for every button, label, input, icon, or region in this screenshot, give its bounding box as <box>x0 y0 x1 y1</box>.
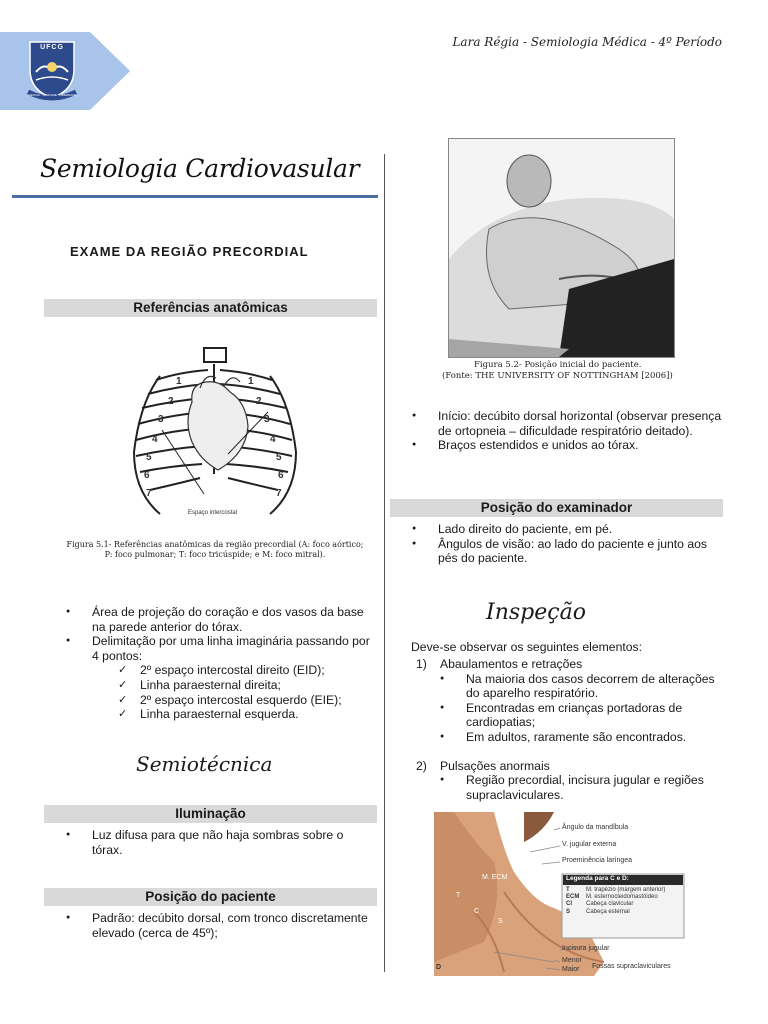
check-item: ✓ Linha paraesternal esquerda. <box>118 707 370 722</box>
intercostal-label: Espaço intercostal <box>188 510 238 516</box>
ufcg-logo <box>22 40 82 102</box>
sub-list <box>440 773 724 802</box>
rib-number: 1 <box>176 376 182 387</box>
figure1-caption: Figura 5.1- Referências anatômicas da região precordial (A: foco aórtico; P: foco pulmonar; T: foco tricúspide; e M: foco mitral). <box>66 540 364 559</box>
list-item: ● Região precordial, incisura jugular e regiões supraclaviculares. <box>440 773 724 802</box>
title-rule <box>12 195 378 198</box>
anatomy-bullets <box>66 605 370 722</box>
label-mecm: M. ECM <box>482 874 508 881</box>
label-t: T <box>456 892 461 899</box>
rib-number: 5 <box>146 452 152 463</box>
position-bullets <box>412 409 724 453</box>
logo-tab <box>0 32 130 110</box>
section-title: EXAME DA REGIÃO PRECORDIAL <box>70 244 309 259</box>
label-c: C <box>474 908 480 915</box>
list-item: ● Área de projeção do coração e dos vasos da base na parede anterior do tórax. <box>66 605 370 634</box>
logo-motto: CIENCIA · VERDADE · LIBERDADE <box>27 93 77 97</box>
list-item: ● Lado direito do paciente, em pé. <box>412 522 724 537</box>
list-item: ● Na maioria dos casos decorrem de alterações do aparelho respiratório. <box>440 672 724 701</box>
label-d: D <box>436 964 442 971</box>
inspecao-heading: Inspeção <box>486 600 586 625</box>
pos-exam-heading: Posição do examinador <box>390 499 723 517</box>
label-menor: Menor <box>562 957 582 964</box>
exam-bullets <box>412 522 724 566</box>
rib-number: 1 <box>248 376 254 387</box>
rib-number: 6 <box>144 470 150 481</box>
inspecao-intro: Deve-se observar os seguintes elementos: <box>411 640 643 654</box>
rib-number: 5 <box>276 452 282 463</box>
rib-number: 3 <box>158 414 164 425</box>
item-label: Pulsações anormais <box>440 758 550 773</box>
numbered-item <box>416 657 724 745</box>
rib-number: 3 <box>264 414 270 425</box>
column-divider <box>384 154 385 972</box>
numbered-item <box>416 759 724 803</box>
semiotecnica-heading: Semiotécnica <box>136 752 273 776</box>
legend-row: S Cabeça esternal <box>566 908 630 915</box>
rib-number: 7 <box>146 488 152 499</box>
neck-figure <box>434 812 688 976</box>
legend-title: Legenda para C e D: <box>566 875 629 882</box>
label-s: S <box>498 918 503 925</box>
pos-pac-heading: Posição do paciente <box>44 888 377 906</box>
label-angulo: Ângulo da mandíbula <box>562 824 629 831</box>
rib-number: 4 <box>152 434 158 445</box>
ilum-heading: Iluminação <box>44 805 377 823</box>
pos-pac-bullets <box>66 911 370 940</box>
list-item-text: Delimitação por uma linha imaginária passando por 4 pontos: <box>92 634 370 663</box>
check-item: ✓ Linha paraesternal direita; <box>118 678 370 693</box>
list-item: ● Braços estendidos e unidos ao tórax. <box>412 438 724 453</box>
list-item <box>66 634 370 722</box>
rib-number: 7 <box>276 488 282 499</box>
rib-number: 2 <box>256 396 262 407</box>
check-item: ✓ 2º espaço intercostal direito (EID); <box>118 663 370 678</box>
item-number: 2) <box>416 758 427 773</box>
ref-heading: Referências anatômicas <box>44 299 377 317</box>
point-list <box>118 663 370 721</box>
item-number: 1) <box>416 657 427 671</box>
label-fossas: Fossas supraclaviculares <box>592 963 671 970</box>
list-item: ● Padrão: decúbito dorsal, com tronco discretamente elevado (cerca de 45º); <box>66 911 370 940</box>
item-label: Abaulamentos e retrações <box>440 657 583 671</box>
inspecao-list <box>416 657 724 802</box>
page-title: Semiologia Cardiovasular <box>40 154 360 183</box>
rib-number: 6 <box>278 470 284 481</box>
label-incisura: Incisura jugular <box>562 945 610 952</box>
legend-row: Cl Cabeça clavicular <box>566 901 634 908</box>
ilum-bullets <box>66 828 370 857</box>
legend-row: ECM M. esternocleidomastóideo <box>566 894 658 901</box>
list-item: ● Início: decúbito dorsal horizontal (observar presença de ortopneia – dificuldade respiratório deitado). <box>412 409 724 438</box>
figure2-caption: Figura 5.2- Posição inicial do paciente. <box>474 360 642 370</box>
rib-number: 4 <box>270 434 276 445</box>
ribcage-illustration <box>120 342 308 528</box>
list-item: ● Encontradas em crianças portadoras de cardiopatias; <box>440 701 724 730</box>
list-item: ● Em adultos, raramente são encontrados. <box>440 730 724 745</box>
ribcage-figure <box>120 342 308 528</box>
patient-photo-illustration <box>449 139 674 357</box>
figure2-source: (Fonte: THE UNIVERSITY OF NOTTINGHAM [2006]) <box>442 371 673 381</box>
logo-text: UFCG <box>40 44 64 51</box>
label-jugular: V. jugular externa <box>562 841 617 848</box>
check-item: ✓ 2º espaço intercostal esquerdo (EIE); <box>118 693 370 708</box>
list-item: ● Ângulos de visão: ao lado do paciente e junto aos pés do paciente. <box>412 537 724 566</box>
author-line: Lara Régia - Semiologia Médica - 4º Período <box>452 35 722 49</box>
label-maior: Maior <box>562 966 580 973</box>
rib-number: 2 <box>168 396 174 407</box>
patient-photo <box>448 138 675 358</box>
label-laringea: Proeminência laríngea <box>562 857 633 864</box>
sub-list <box>440 672 724 745</box>
legend <box>566 887 682 916</box>
legend-row: T M. trapézio (margem anterior) <box>566 887 666 893</box>
list-item: ● Luz difusa para que não haja sombras sobre o tórax. <box>66 828 370 857</box>
